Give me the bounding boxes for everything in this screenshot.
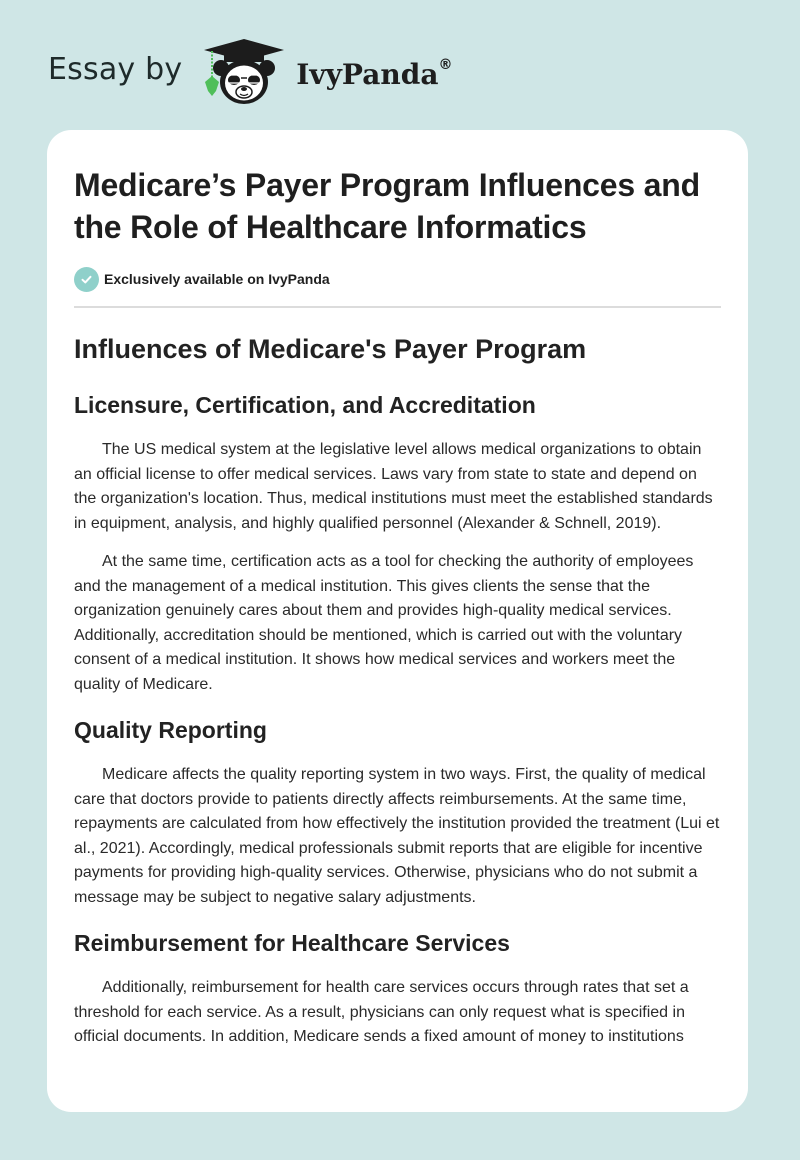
essay-by-label: Essay by	[48, 51, 183, 87]
title-divider	[74, 306, 721, 308]
panda-graduation-cap-logo-icon[interactable]	[200, 36, 288, 108]
site-header	[48, 36, 452, 108]
exclusive-badge	[74, 266, 721, 292]
subsection-heading-quality-reporting: Quality Reporting	[74, 717, 267, 743]
page-title: Medicare’s Payer Program Influences and the Role of Healthcare Informatics	[74, 167, 700, 245]
paragraph: The US medical system at the legislative level allows medical organizations to obtain an official license to offer medical services. Laws vary from state to state and depend on the organization's location. Thus, medical institutions must meet the established standards in equipment, analysis, and highly qualified personnel (Alexander & Schnell, 2019).	[74, 441, 713, 532]
paragraph: Additionally, reimbursement for health care services occurs through rates that set a threshold for each service. As a result, physicians can only request what is specified in official documents. In addition, Medicare sends a fixed amount of money to institutions	[74, 979, 689, 1045]
paragraph: At the same time, certification acts as a tool for checking the authority of employees and the management of a medical institution. This gives clients the sense that the organization genuinely cares about them and provides high-quality medical services. Additionally, accreditation should be mentioned, which is carried out with the voluntary consent of a medical institution. It shows how medical services and workers meet the quality of Medicare.	[74, 553, 694, 693]
subsection-heading-licensure: Licensure, Certification, and Accreditation	[74, 392, 536, 418]
paragraph: Medicare affects the quality reporting system in two ways. First, the quality of medical care that doctors provide to patients directly affects reimbursements. At the same time, repayments are calculated from how effectively the institution provided the treatment (Lui et al., 2021). Accordingly, medical professionals submit reports that are eligible for incentive payments for providing high-quality services. Otherwise, physicians who do not submit a message may be subject to negative salary adjustments.	[74, 766, 720, 906]
subsection-heading-reimbursement: Reimbursement for Healthcare Services	[74, 930, 510, 956]
registered-mark: ®	[438, 57, 453, 74]
exclusive-badge-text: Exclusively available on IvyPanda	[104, 271, 330, 287]
brand-name-text: IvyPanda	[296, 57, 439, 91]
section-heading: Influences of Medicare's Payer Program	[74, 334, 587, 364]
essay-card	[47, 130, 748, 1112]
brand-name[interactable]	[296, 58, 452, 91]
check-circle-icon	[74, 267, 99, 292]
